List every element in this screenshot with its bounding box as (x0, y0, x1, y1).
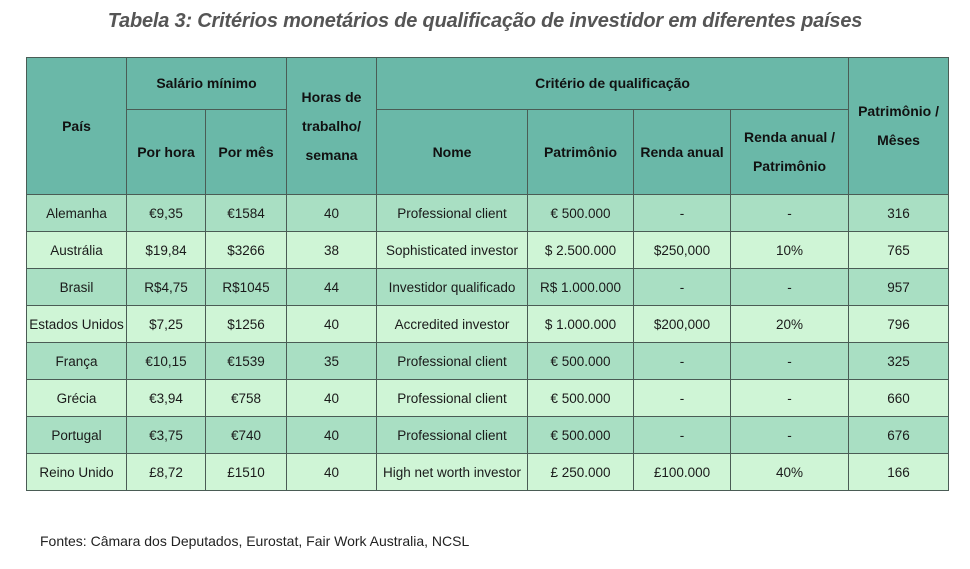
cell-renda-patrimonio: - (731, 195, 849, 232)
header-criterio-qualificacao: Critério de qualificação (377, 58, 849, 110)
table-row (27, 417, 949, 454)
cell-por-hora: €10,15 (127, 343, 206, 380)
cell-renda-anual: - (634, 343, 731, 380)
cell-renda-anual: $200,000 (634, 306, 731, 343)
cell-nome: Professional client (377, 195, 528, 232)
cell-renda-anual: $250,000 (634, 232, 731, 269)
cell-por-hora: €9,35 (127, 195, 206, 232)
cell-por-mes: €1539 (206, 343, 287, 380)
header-patrimonio: Patrimônio (528, 110, 634, 195)
cell-patrimonio-meses: 765 (849, 232, 949, 269)
cell-horas: 38 (287, 232, 377, 269)
cell-patrimonio: £ 250.000 (528, 454, 634, 491)
cell-horas: 40 (287, 454, 377, 491)
cell-por-mes: £1510 (206, 454, 287, 491)
cell-nome: Professional client (377, 343, 528, 380)
cell-nome: Investidor qualificado (377, 269, 528, 306)
header-renda-anual: Renda anual (634, 110, 731, 195)
table-row (27, 343, 949, 380)
header-patrimonio-meses: Patrimônio / Mêses (849, 58, 949, 195)
cell-por-mes: R$1045 (206, 269, 287, 306)
cell-patrimonio: € 500.000 (528, 195, 634, 232)
cell-por-hora: €3,94 (127, 380, 206, 417)
cell-patrimonio-meses: 676 (849, 417, 949, 454)
cell-patrimonio-meses: 957 (849, 269, 949, 306)
cell-patrimonio-meses: 325 (849, 343, 949, 380)
cell-patrimonio: R$ 1.000.000 (528, 269, 634, 306)
cell-pais: Austrália (27, 232, 127, 269)
cell-pais: Reino Unido (27, 454, 127, 491)
cell-por-mes: $3266 (206, 232, 287, 269)
cell-por-mes: $1256 (206, 306, 287, 343)
header-nome: Nome (377, 110, 528, 195)
table-row (27, 232, 949, 269)
cell-nome: Accredited investor (377, 306, 528, 343)
cell-patrimonio: $ 1.000.000 (528, 306, 634, 343)
cell-renda-anual: - (634, 195, 731, 232)
cell-patrimonio-meses: 796 (849, 306, 949, 343)
cell-patrimonio: $ 2.500.000 (528, 232, 634, 269)
cell-pais: Grécia (27, 380, 127, 417)
cell-renda-patrimonio: - (731, 269, 849, 306)
cell-nome: Sophisticated investor (377, 232, 528, 269)
cell-renda-patrimonio: - (731, 380, 849, 417)
table-title: Tabela 3: Critérios monetários de qualificação de investidor em diferentes países (107, 10, 863, 32)
table-row (27, 269, 949, 306)
cell-renda-patrimonio: - (731, 343, 849, 380)
cell-horas: 35 (287, 343, 377, 380)
cell-por-hora: €3,75 (127, 417, 206, 454)
cell-horas: 40 (287, 417, 377, 454)
cell-patrimonio: € 500.000 (528, 380, 634, 417)
cell-pais: Estados Unidos (27, 306, 127, 343)
cell-renda-patrimonio: - (731, 417, 849, 454)
cell-horas: 40 (287, 306, 377, 343)
cell-horas: 40 (287, 380, 377, 417)
cell-por-hora: $7,25 (127, 306, 206, 343)
cell-nome: High net worth investor (377, 454, 528, 491)
cell-renda-anual: £100.000 (634, 454, 731, 491)
cell-por-mes: €740 (206, 417, 287, 454)
cell-por-hora: $19,84 (127, 232, 206, 269)
header-pais: País (27, 58, 127, 195)
table-row (27, 454, 949, 491)
cell-por-hora: R$4,75 (127, 269, 206, 306)
cell-pais: Portugal (27, 417, 127, 454)
cell-patrimonio: € 500.000 (528, 417, 634, 454)
cell-renda-patrimonio: 20% (731, 306, 849, 343)
table-row (27, 306, 949, 343)
cell-patrimonio: € 500.000 (528, 343, 634, 380)
header-por-hora: Por hora (127, 110, 206, 195)
cell-renda-anual: - (634, 417, 731, 454)
cell-nome: Professional client (377, 417, 528, 454)
cell-pais: Alemanha (27, 195, 127, 232)
cell-patrimonio-meses: 660 (849, 380, 949, 417)
table-row (27, 195, 949, 232)
cell-patrimonio-meses: 166 (849, 454, 949, 491)
cell-renda-patrimonio: 10% (731, 232, 849, 269)
cell-nome: Professional client (377, 380, 528, 417)
qualification-table (26, 57, 949, 491)
header-salario-minimo: Salário mínimo (127, 58, 287, 110)
cell-pais: Brasil (27, 269, 127, 306)
header-horas-semana: Horas de trabalho/ semana (287, 58, 377, 195)
source-note: Fontes: Câmara dos Deputados, Eurostat, Fair Work Australia, NCSL (40, 533, 470, 549)
cell-patrimonio-meses: 316 (849, 195, 949, 232)
cell-horas: 44 (287, 269, 377, 306)
cell-renda-patrimonio: 40% (731, 454, 849, 491)
cell-horas: 40 (287, 195, 377, 232)
cell-pais: França (27, 343, 127, 380)
cell-por-mes: €758 (206, 380, 287, 417)
cell-renda-anual: - (634, 269, 731, 306)
header-renda-patrimonio: Renda anual / Patrimônio (731, 110, 849, 195)
header-por-mes: Por mês (206, 110, 287, 195)
cell-por-mes: €1584 (206, 195, 287, 232)
cell-por-hora: £8,72 (127, 454, 206, 491)
cell-renda-anual: - (634, 380, 731, 417)
table-row (27, 380, 949, 417)
